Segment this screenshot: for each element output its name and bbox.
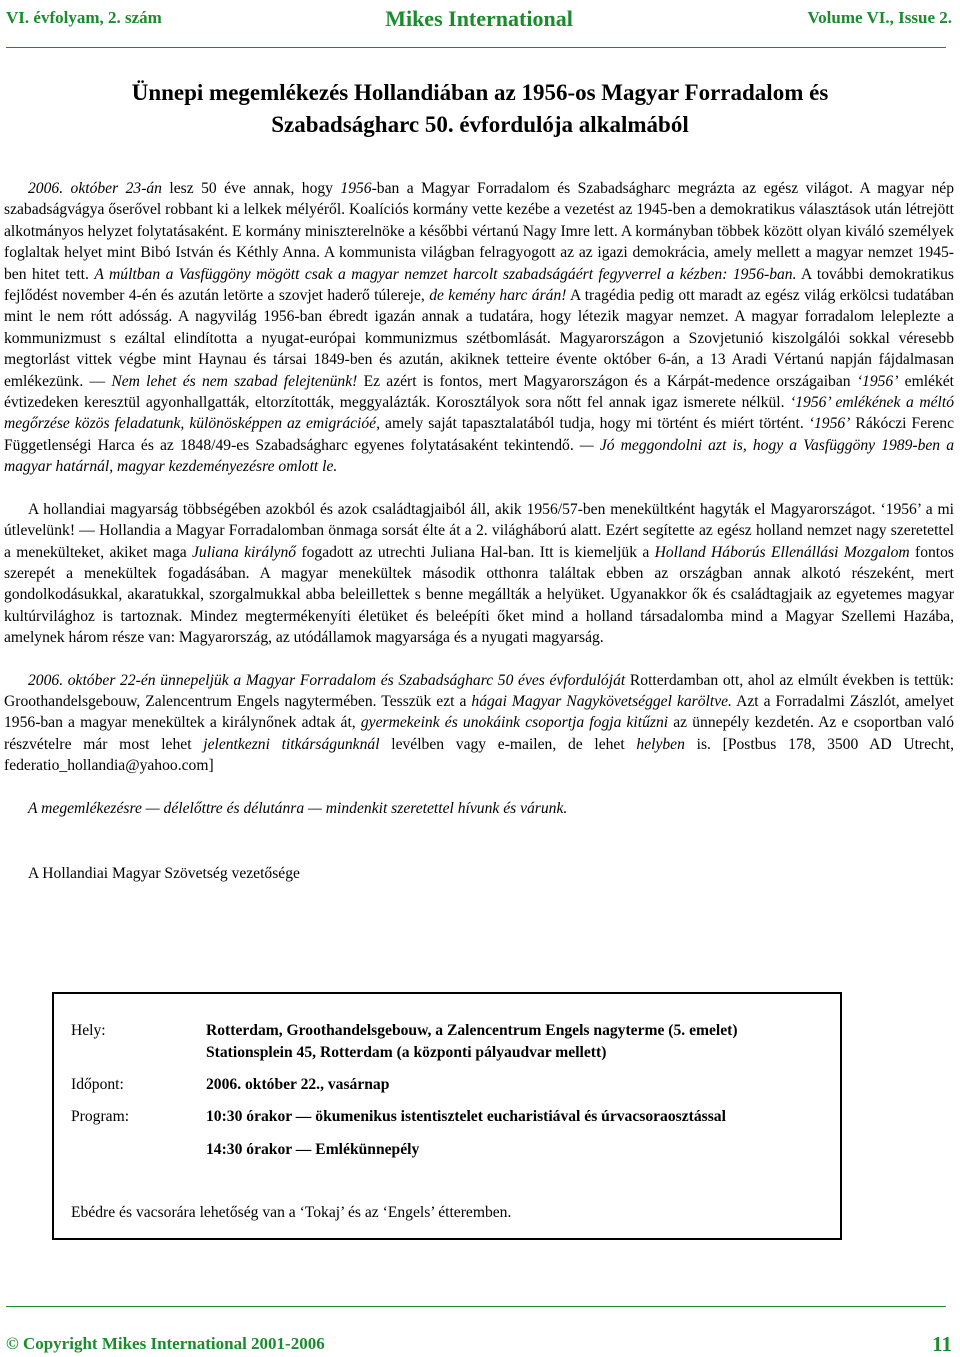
footer-rule: [6, 1306, 946, 1307]
p3-italic-e: helyben: [636, 735, 685, 753]
program-item-2: 14:30 órakor — Emlékünnepély: [206, 1141, 420, 1158]
program-item-1: 10:30 órakor — ökumenikus istentisztelet eucharistiával és úrvacsoraosztással: [206, 1108, 726, 1125]
p1-italic-d: ‘1956’: [856, 372, 899, 390]
page-number: 11: [932, 1332, 952, 1356]
p2-text-b: fogadott az utrechti Juliana Hal-ban. Itt is kiemeljük a: [296, 543, 655, 561]
copyright: © Copyright Mikes International 2001-2006: [6, 1334, 325, 1353]
p1-italic-c: Nem lehet és nem szabad felejtenünk!: [111, 372, 358, 390]
event-date: 2006. október 22., vasárnap: [206, 1076, 390, 1093]
p1-italic-e: ‘1956’ emlékének a méltó megőrzése közös feladatunk, különösképpen az emigrációé,: [4, 394, 954, 433]
p2-italic-b: Holland Háborús Ellenállási Mozgalom: [654, 543, 910, 561]
article-body: [4, 178, 954, 884]
p3-italic-c: gyermekeink és unokáink csoportja fogja kitűzni: [360, 714, 669, 732]
invitation-text: A megemlékezésre — délelőttre és délutánra — mindenkit szeretettel hívunk és várunk.: [28, 799, 568, 817]
article-title: [0, 77, 960, 141]
signature: A Hollandiai Magyar Szövetség vezetősége: [28, 864, 300, 882]
header-volume-hu: VI. évfolyam, 2. szám: [6, 8, 162, 27]
p3-italic-a: 2006. október 22-én ünnepeljük a Magyar Forradalom és Szabadságharc 50 éves évfordulóját: [28, 671, 626, 689]
header-rule: [6, 47, 946, 48]
p3-text-a: Rotterdamban ott, ahol az elmúlt években is tettük: Groothandelsgebouw, Zalencentrum Engels nagytermében. Tesszük ezt a: [4, 671, 954, 710]
p3-text-c: az ünnepély kezdetén. Az e csoportban való részvételre már most lehet: [4, 714, 954, 753]
paragraph-1: [4, 178, 954, 478]
article-title-line-2: Szabadságharc 50. évfordulója alkalmából: [271, 112, 689, 137]
header-volume-en: Volume VI., Issue 2.: [807, 8, 952, 27]
p3-italic-b: hágai Magyar Nagykövetséggel karöltve.: [471, 692, 732, 710]
p1-text-c: A további demokratikus fejlődést november 4-én és azután letörte a szovjet haderő túlereje,: [4, 265, 954, 305]
running-header: [6, 4, 952, 38]
p1-text-a: lesz 50 éve annak, hogy: [161, 180, 341, 197]
header-journal-title: Mikes International: [385, 6, 573, 31]
p1-year: 1956: [340, 180, 372, 197]
p1-text-d: A tragédia pedig ott maradt az egész világ erkölcsi tudatában mint le nem rótt adósság. A nagyvilág 1956-ban ébredt igazán annak a tudatára, hogy létezik magyar nemzet. A magyar forradalom leleplezte a kommunizmust s ezáltal elindította a nyugat-európai kommunizmus szétbomlását. Magyarországon a Szovjetunió kiszolgálói sokkal véresebb megtorlást vittek végbe mint Haynau és társai 1849-ben és azután, akiknek tetteire évente október 6-án, a 13 Aradi Vértanú napján fájdalmasan emlékezünk. —: [4, 287, 954, 390]
venue-line-1: Rotterdam, Groothandelsgebouw, a Zalencentrum Engels nagyterme (5. emelet): [206, 1022, 738, 1039]
p1-date: 2006. október 23-án: [28, 180, 162, 197]
p3-italic-d: jelentkezni titkárságunknál: [203, 735, 380, 753]
p2-text-c: fontos szerepét a menekültek fogadásában. A magyar menekültek második otthonra találtak ebben az országban annak alkotó részeként, mert gondolkodásukkal, akaratukkal, szorgalmukkal abba beleillettek s benne megállták a helyüket. Ugyanakkor ők és családtagjaik az egyetemes magyar kultúrvilághoz is tartoznak. Mindez megtermékenyíti életüket és beleépíti őket mind a holland társadalomba mind a Magyar Szellemi Hazába, amelynek három része van: Magyarország, az utódállamok magyarsága és a nyugati magyarság.: [4, 543, 954, 647]
p1-italic-g: — Jó meggondolni azt is, hogy a Vasfüggöny 1989-ben a magyar határnál, magyar kezdeményezésre omlott le.: [4, 436, 954, 476]
venue-line-2: Stationsplein 45, Rotterdam (a központi pályaudvar mellett): [206, 1044, 607, 1061]
p2-text-a: A hollandiai magyarság többségében azokból és azok családtagjaiból áll, akik 1956/57-ben menekültként hagyták el Magyarországot. ‘1956’ a mi útlevelünk! — Hollandia a Magyar Forradalomban önmaga sorsát élte át a 2. világháború alatt. Ezért segítette az egész holland nemzet nagy szeretettel a menekülteket, akiket maga: [4, 500, 954, 561]
p1-text-b: -ban a Magyar Forradalom és Szabadságharc megrázta az egész világot. A magyar nép szabadságvágya őserővel robbant ki a lelkek mélyéről. Koalíciós kormány vette kezébe a vezetést az 1945-ben a demokratikus választások után létrejött alkotmányos helyzet folytatásaként. E kormány miniszterelnöke a későbbi vértanú Nagy Imre lett. A kormányban többek között olyan kiváló személyek foglaltak helyet mint Bibó István és Kéthly Anna. A kommunista világban felragyogott az az igazi demokrácia, amely mellett a magyar nemzet 1945-ben hitet tett.: [4, 180, 954, 283]
article-title-line-1: Ünnepi megemlékezés Hollandiában az 1956-os Magyar Forradalom és: [131, 80, 829, 105]
paragraph-3: [4, 670, 954, 777]
program-label: Program:: [71, 1108, 130, 1125]
p1-text-g: amely saját tapasztalatából tudja, hogy mi történt és miért történt.: [380, 415, 809, 433]
p3-text-e: is. [Postbus 178, 3500 AD Utrecht, federatio_hollandia@yahoo.com]: [4, 735, 954, 775]
p1-italic-f: ‘1956’: [808, 415, 851, 433]
paragraph-2: [4, 499, 954, 649]
p1-text-f: emlékét évtizedeken keresztül agyonhallgatták, eltorzították, meggyalázták. Korosztályok sora nőtt fel annak igaz ismerete nélkül.: [4, 372, 955, 412]
event-info-box: [52, 992, 842, 1240]
hely-label: Hely:: [71, 1022, 106, 1039]
dining-note: Ebédre és vacsorára lehetőség van a ‘Tokaj’ és az ‘Engels’ étteremben.: [71, 1204, 512, 1221]
p1-text-e: Ez azért is fontos, mert Magyarországon és a Kárpát-medence országaiban: [357, 372, 857, 390]
p1-italic-b: de kemény harc árán!: [429, 287, 567, 305]
p3-text-d: levélben vagy e-mailen, de lehet: [379, 735, 637, 753]
p1-text-h: Rákóczi Ferenc Függetlenségi Harca és az 1848/49-es Szabadságharc egyenes folytatásaként tekintendő.: [4, 415, 954, 454]
p1-italic-a: A múltban a Vasfüggöny mögött csak a magyar nemzet harcolt szabadságáért fegyverrel a kézben: 1956-ban.: [94, 265, 797, 283]
p2-italic-a: Juliana királynő: [192, 543, 297, 561]
invitation-line: [4, 798, 954, 819]
p3-text-b: Azt a Forradalmi Zászlót, amelyet 1956-ban a magyar menekültek a királynőnek adtak át,: [4, 692, 954, 732]
idopont-label: Időpont:: [71, 1076, 124, 1093]
